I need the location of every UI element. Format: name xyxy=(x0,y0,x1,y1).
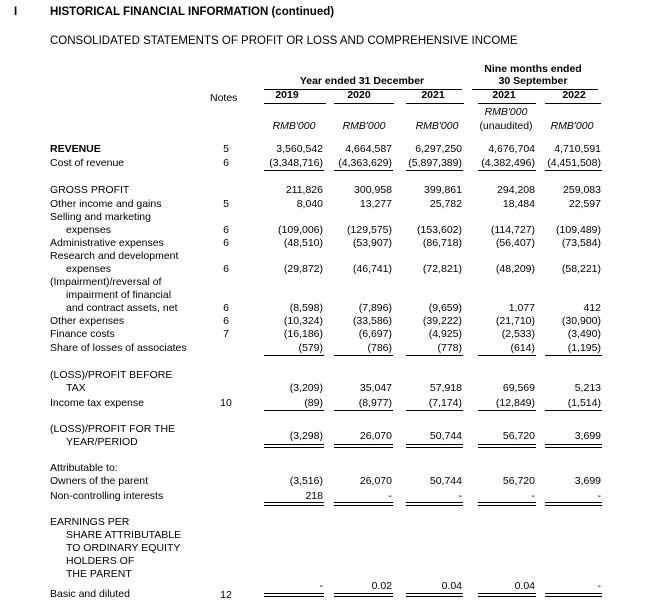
other-expenses-value-col4: (21,710) xyxy=(495,315,535,327)
rule-after-cost-col5 xyxy=(545,170,602,171)
tax-value-col5: (1,514) xyxy=(567,397,601,409)
basic-diluted-value-col3: 0.04 xyxy=(441,580,462,592)
currency-2020: RMB'000 xyxy=(342,120,386,132)
rnd-value-col1: (29,872) xyxy=(283,263,323,275)
tax-value-col2: (8,977) xyxy=(358,397,392,409)
nci-value-col1: 218 xyxy=(305,490,323,502)
rule-after-nci-col1 xyxy=(264,502,324,506)
other-income-value-col3: 25,782 xyxy=(429,198,462,210)
admin-value-col3: (86,718) xyxy=(422,237,462,249)
rule-after-tax-col2 xyxy=(334,410,393,411)
selling-value-col4: (114,727) xyxy=(490,224,535,236)
pfy-value-col4: 56,720 xyxy=(502,430,535,442)
rule-after-cost-col4 xyxy=(478,170,536,171)
rnd-value-col3: (72,821) xyxy=(422,263,462,275)
other-expenses-value-col3: (39,222) xyxy=(422,315,462,327)
basic-diluted-label: Basic and diluted xyxy=(50,588,130,600)
nci-label: Non-controlling interests xyxy=(50,490,164,502)
rule-after-nci-col4 xyxy=(478,502,536,506)
rnd-label-l1: Research and development xyxy=(50,250,179,262)
nci-value-col4: - xyxy=(531,490,535,502)
other-income-label: Other income and gains xyxy=(50,198,162,210)
other-expenses-note: 6 xyxy=(223,315,229,327)
rnd-value-col4: (48,209) xyxy=(495,263,535,275)
eps-label-l3: TO ORDINARY EQUITY xyxy=(66,542,181,554)
underline-2021b xyxy=(478,103,536,104)
finance-costs-value-col2: (6,697) xyxy=(358,328,392,340)
admin-note: 6 xyxy=(223,237,229,249)
rule-after-tax-col4 xyxy=(478,410,536,411)
owners-value-col3: 50,744 xyxy=(429,475,462,487)
finance-costs-value-col1: (16,186) xyxy=(283,328,323,340)
other-income-value-col4: 18,484 xyxy=(502,198,535,210)
attributable-label: Attributable to: xyxy=(50,462,118,474)
revenue-value-col4: 4,676,704 xyxy=(488,143,535,155)
year-2022-nine-months: 2022 xyxy=(562,89,586,101)
other-expenses-value-col5: (30,900) xyxy=(561,315,601,327)
owners-value-col5: 3,699 xyxy=(574,475,601,487)
revenue-value-col2: 4,664,587 xyxy=(345,143,392,155)
eps-label-l1: EARNINGS PER xyxy=(50,516,130,528)
currency-2021: RMB'000 xyxy=(415,120,459,132)
owners-value-col2: 26,070 xyxy=(359,475,392,487)
revenue-value-col3: 6,297,250 xyxy=(415,143,462,155)
eps-label-l4: HOLDERS OF xyxy=(66,555,135,567)
finance-costs-value-col4: (2,533) xyxy=(501,328,535,340)
basic-diluted-note: 12 xyxy=(220,589,232,601)
pfy-value-col3: 50,744 xyxy=(429,430,462,442)
owners-value-col1: (3,516) xyxy=(289,475,323,487)
share-losses-value-col3: (778) xyxy=(437,342,462,354)
currency-2021b-l1: RMB'000 xyxy=(484,106,528,118)
rule-after-eps-col4 xyxy=(478,593,536,597)
admin-value-col4: (56,407) xyxy=(495,237,535,249)
unaudited-label: (unaudited) xyxy=(479,120,533,132)
pfy-label-l1: (LOSS)/PROFIT FOR THE xyxy=(50,423,176,435)
nine-months-header-l1: Nine months ended xyxy=(484,63,582,75)
eps-label-l2: SHARE ATTRIBUTABLE xyxy=(66,529,182,541)
rule-after-eps-col5 xyxy=(545,593,602,597)
cost-of-revenue-value-col5: (4,451,508) xyxy=(547,157,601,169)
year-ended-header: Year ended 31 December xyxy=(299,75,425,87)
year-2020: 2020 xyxy=(347,89,371,101)
impairment-value-col2: (7,896) xyxy=(358,302,392,314)
cost-of-revenue-label: Cost of revenue xyxy=(50,157,125,169)
nine-months-header-l2: 30 September xyxy=(498,75,568,87)
gross-profit-value-col1: 211,826 xyxy=(285,184,323,196)
rule-after-tax-col5 xyxy=(545,410,602,411)
gross-profit-value-col2: 300,958 xyxy=(354,184,392,196)
statement-title: CONSOLIDATED STATEMENTS OF PROFIT OR LOSS AND COMPREHENSIVE INCOME xyxy=(50,35,518,47)
selling-label-l1: Selling and marketing xyxy=(50,211,151,223)
revenue-note: 5 xyxy=(223,143,229,155)
pfy-label-l2: YEAR/PERIOD xyxy=(66,436,138,448)
currency-2022: RMB'000 xyxy=(550,120,594,132)
underline-2021 xyxy=(406,103,464,104)
pbt-label-l2: TAX xyxy=(66,382,86,394)
pfy-value-col5: 3,699 xyxy=(574,430,601,442)
impairment-label-l3: and contract assets, net xyxy=(66,302,178,314)
other-income-value-col1: 8,040 xyxy=(296,198,323,210)
impairment-label-l1: (Impairment)/reversal of xyxy=(50,276,162,288)
tax-label: Income tax expense xyxy=(50,397,144,409)
finance-costs-label: Finance costs xyxy=(50,328,115,340)
selling-label-l2: expenses xyxy=(66,224,111,236)
rule-after-tax-col3 xyxy=(406,410,463,411)
impairment-value-col1: (8,598) xyxy=(289,302,323,314)
impairment-label-l2: impairment of financial xyxy=(66,289,172,301)
other-income-note: 5 xyxy=(223,198,229,210)
section-title: HISTORICAL FINANCIAL INFORMATION (continued) xyxy=(50,6,335,18)
cost-of-revenue-value-col3: (5,897,389) xyxy=(408,157,462,169)
admin-value-col2: (53,907) xyxy=(352,237,392,249)
basic-diluted-value-col4: 0.04 xyxy=(514,580,535,592)
underline-2020 xyxy=(334,103,394,104)
share-losses-label: Share of losses of associates xyxy=(50,342,187,354)
rule-after-share-losses-col3 xyxy=(406,355,463,356)
nci-value-col2: - xyxy=(388,490,392,502)
admin-value-col5: (73,584) xyxy=(561,237,601,249)
owners-value-col4: 56,720 xyxy=(502,475,535,487)
rule-after-eps-col1 xyxy=(264,593,324,597)
finance-costs-note: 7 xyxy=(223,328,229,340)
other-income-value-col2: 13,277 xyxy=(359,198,392,210)
pbt-value-col2: 35,047 xyxy=(359,382,392,394)
rule-after-nci-col5 xyxy=(545,502,602,506)
admin-label: Administrative expenses xyxy=(50,237,164,249)
other-income-value-col5: 22,597 xyxy=(568,198,601,210)
impairment-note: 6 xyxy=(223,302,229,314)
impairment-value-col4: 1,077 xyxy=(508,302,535,314)
revenue-value-col5: 4,710,591 xyxy=(554,143,601,155)
year-2021-nine-months: 2021 xyxy=(492,89,516,101)
selling-note: 6 xyxy=(223,224,229,236)
nci-value-col3: - xyxy=(458,490,462,502)
pbt-value-col1: (3,209) xyxy=(289,382,323,394)
cost-of-revenue-value-col2: (4,363,629) xyxy=(338,157,392,169)
rule-after-nci-col2 xyxy=(334,502,393,506)
rule-after-tax-col1 xyxy=(264,410,324,411)
gross-profit-value-col4: 294,208 xyxy=(497,184,535,196)
owners-label: Owners of the parent xyxy=(50,475,149,487)
gross-profit-label: GROSS PROFIT xyxy=(50,184,130,196)
pbt-value-col5: 5,213 xyxy=(574,382,601,394)
selling-value-col3: (153,602) xyxy=(417,224,462,236)
currency-2019: RMB'000 xyxy=(272,120,316,132)
finance-costs-value-col5: (3,490) xyxy=(567,328,601,340)
underline-2022 xyxy=(545,103,601,104)
tax-value-col1: (89) xyxy=(304,397,323,409)
basic-diluted-value-col2: 0.02 xyxy=(371,580,392,592)
other-expenses-value-col2: (33,586) xyxy=(352,315,392,327)
revenue-value-col1: 3,560,542 xyxy=(276,143,323,155)
basic-diluted-value-col1: - xyxy=(319,580,323,592)
nci-value-col5: - xyxy=(597,490,601,502)
eps-label-l5: THE PARENT xyxy=(66,568,132,580)
rnd-label-l2: expenses xyxy=(66,263,111,275)
rnd-value-col2: (46,741) xyxy=(352,263,392,275)
year-2021: 2021 xyxy=(421,89,445,101)
other-expenses-label: Other expenses xyxy=(50,315,125,327)
rule-after-eps-col2 xyxy=(334,593,393,597)
cost-of-revenue-value-col1: (3,348,716) xyxy=(269,157,323,169)
rule-after-eps-col3 xyxy=(406,593,463,597)
pbt-label-l1: (LOSS)/PROFIT BEFORE xyxy=(50,369,173,381)
rule-after-share-losses-col4 xyxy=(478,355,536,356)
rule-after-profit-col4 xyxy=(478,444,536,448)
selling-value-col1: (109,006) xyxy=(278,224,323,236)
impairment-value-col3: (9,659) xyxy=(428,302,462,314)
rule-after-nci-col3 xyxy=(406,502,463,506)
finance-costs-value-col3: (4,925) xyxy=(428,328,462,340)
underline-2019 xyxy=(264,103,326,104)
selling-value-col5: (109,489) xyxy=(556,224,601,236)
share-losses-value-col2: (786) xyxy=(367,342,392,354)
basic-diluted-value-col5: - xyxy=(597,580,601,592)
pfy-value-col1: (3,298) xyxy=(289,430,323,442)
rule-after-share-losses-col1 xyxy=(264,355,324,356)
pbt-value-col4: 69,569 xyxy=(502,382,535,394)
selling-value-col2: (129,575) xyxy=(347,224,392,236)
share-losses-value-col5: (1,195) xyxy=(567,342,601,354)
rule-after-cost-col3 xyxy=(406,170,463,171)
rule-after-profit-col5 xyxy=(545,444,602,448)
gross-profit-value-col3: 399,861 xyxy=(424,184,462,196)
rule-after-cost-col1 xyxy=(264,170,324,171)
rule-after-profit-col1 xyxy=(264,444,324,448)
other-expenses-value-col1: (10,324) xyxy=(283,315,323,327)
pfy-value-col2: 26,070 xyxy=(359,430,392,442)
rnd-note: 6 xyxy=(223,263,229,275)
admin-value-col1: (48,510) xyxy=(283,237,323,249)
rule-after-profit-col3 xyxy=(406,444,463,448)
rule-after-profit-col2 xyxy=(334,444,393,448)
share-losses-value-col4: (614) xyxy=(510,342,535,354)
gross-profit-value-col5: 259,083 xyxy=(563,184,601,196)
pbt-value-col3: 57,918 xyxy=(429,382,462,394)
year-2019: 2019 xyxy=(275,89,299,101)
rule-after-cost-col2 xyxy=(334,170,393,171)
rnd-value-col5: (58,221) xyxy=(561,263,601,275)
cost-of-revenue-note: 6 xyxy=(223,157,229,169)
tax-note: 10 xyxy=(220,397,232,409)
tax-value-col4: (12,849) xyxy=(495,397,535,409)
section-marker: I xyxy=(14,6,18,18)
tax-value-col3: (7,174) xyxy=(428,397,462,409)
notes-header: Notes xyxy=(210,92,238,104)
revenue-label: REVENUE xyxy=(50,143,101,155)
cost-of-revenue-value-col4: (4,382,496) xyxy=(481,157,535,169)
rule-after-share-losses-col2 xyxy=(334,355,393,356)
share-losses-value-col1: (579) xyxy=(298,342,323,354)
rule-after-share-losses-col5 xyxy=(545,355,602,356)
impairment-value-col5: 412 xyxy=(583,302,601,314)
